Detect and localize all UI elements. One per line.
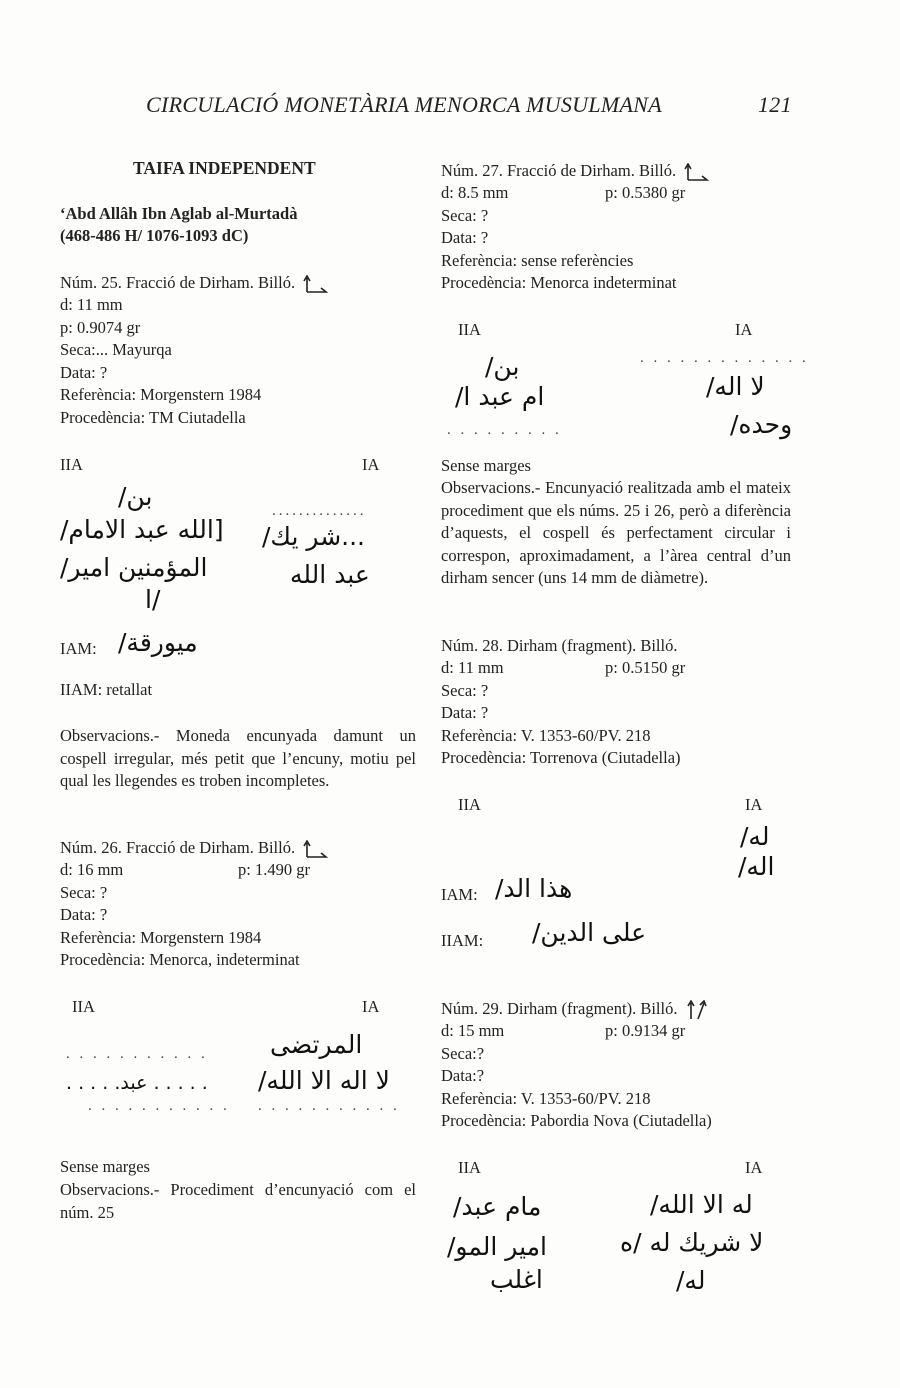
coin-27-reference: Referència: sense referències	[441, 251, 634, 270]
coin-26-observations: Observacions.- Procediment d’encunyació com el núm. 25	[60, 1180, 416, 1222]
coin-28-title: Núm. 28. Dirham (fragment). Billó.	[441, 636, 678, 655]
coin-26-ia-label: IA	[362, 997, 380, 1016]
coin-28-iam-label: IAM:	[441, 885, 478, 904]
section-title: TAIFA INDEPENDENT	[133, 158, 316, 178]
coin-26-ia-line1: المرتضى	[270, 1030, 363, 1059]
coin-29-iia-line2: امير المو/	[447, 1232, 547, 1261]
orientation-arrow-icon	[684, 163, 710, 181]
coin-27-ia-label: IA	[735, 320, 753, 339]
coin-29-ia-line3: له/	[676, 1266, 706, 1295]
page-number: 121	[758, 92, 792, 117]
ruler-name: ‘Abd Allâh Ibn Aglab al-Murtadà	[60, 204, 298, 223]
coin-29-ia-label: IA	[745, 1158, 763, 1177]
coin-26-provenance: Procedència: Menorca, indeterminat	[60, 950, 300, 969]
coin-29-reference: Referència: V. 1353-60/PV. 218	[441, 1089, 651, 1108]
coin-29-weight: p: 0.9134 gr	[605, 1021, 686, 1040]
coin-25-iam-text: ميورقة/	[118, 628, 198, 657]
coin-28-ia-label: IA	[745, 795, 763, 814]
coin-27-date: Data: ?	[441, 228, 489, 247]
coin-25-iia-label: IIA	[60, 455, 83, 474]
coin-27-weight: p: 0.5380 gr	[605, 183, 686, 202]
coin-25-iiam: IIAM: retallat	[60, 680, 153, 699]
coin-29-ia-line2: لا شريك له /ه	[620, 1228, 764, 1257]
coin-27-iia-line1: بن/	[485, 352, 520, 381]
coin-26-iia-line2: . . . . . عبد. . . . .	[66, 1072, 208, 1094]
coin-25-provenance: Procedència: TM Ciutadella	[60, 408, 246, 427]
coin-25-ia-line1: ..............	[272, 503, 367, 519]
coin-29-title-text: Núm. 29. Dirham (fragment). Billó.	[441, 999, 678, 1018]
coin-25-iia-line3: المؤمنين امير/	[60, 553, 208, 582]
coin-27-ia-line2: لا اله/	[706, 372, 765, 401]
coin-29-diameter: d: 15 mm	[441, 1021, 505, 1040]
coin-26-title	[60, 837, 329, 860]
coin-28-iia-label: IIA	[458, 795, 481, 814]
coin-29-mint: Seca:?	[441, 1044, 485, 1063]
coin-28-provenance: Procedència: Torrenova (Ciutadella)	[441, 748, 681, 767]
coin-26-diameter: d: 16 mm	[60, 860, 124, 879]
coin-25-ia-line3: عبد الله	[290, 560, 370, 589]
ruler-dates: (468-486 H/ 1076-1093 dC)	[60, 226, 249, 245]
coin-26-iia-label: IIA	[72, 997, 95, 1016]
coin-28-iam-text: هذا الد/	[495, 874, 573, 903]
coin-25-mint: Seca:... Mayurqa	[60, 340, 172, 359]
coin-28-date: Data: ?	[441, 703, 489, 722]
coin-25-title	[60, 272, 329, 295]
coin-27-observations: Observacions.- Encunyació realitzada amb el mateix procediment que els núms. 25 i 26, però a diferència d’aquests, el cospell és perfectament circular i correspon, aproximadament, a l’àrea central d’un dirham sencer (uns 14 mm de diàmetre).	[441, 478, 791, 588]
coin-27-diameter: d: 8.5 mm	[441, 183, 509, 202]
coin-25-ia-line2: ...شر يك/	[262, 522, 365, 551]
coin-26-reference: Referència: Morgenstern 1984	[60, 928, 262, 947]
coin-25-iia-line4: /ا	[145, 585, 161, 614]
coin-27-ia-line1: . . . . . . . . . . . . .	[640, 350, 809, 366]
coin-27-iia-line3: . . . . . . . . .	[447, 422, 562, 438]
coin-26-ia-line3: . . . . . . . . . . .	[258, 1098, 400, 1114]
coin-26-ia-line2: لا اله الا الله/	[258, 1066, 390, 1095]
coin-25-reference: Referència: Morgenstern 1984	[60, 385, 262, 404]
coin-27-ia-line3: وحده/	[730, 410, 793, 439]
coin-25-diameter: d: 11 mm	[60, 295, 123, 314]
coin-25-ia-label: IA	[362, 455, 380, 474]
coin-29-provenance: Procedència: Pabordia Nova (Ciutadella)	[441, 1111, 712, 1130]
coin-25-date: Data: ?	[60, 363, 108, 382]
coin-27-title-text: Núm. 27. Fracció de Dirham. Billó.	[441, 161, 677, 180]
coin-26-title-text: Núm. 26. Fracció de Dirham. Billó.	[60, 838, 296, 857]
coin-25-iia-line1: بن/	[118, 482, 153, 511]
coin-25-weight: p: 0.9074 gr	[60, 318, 141, 337]
coin-27-iia-line2: ام عبد ا/	[455, 382, 545, 411]
coin-27-notes: Sense marges	[441, 456, 531, 475]
coin-29-iia-line1: مام عبد/	[453, 1192, 542, 1221]
coin-28-ia-line2: اله/	[738, 852, 775, 881]
coin-26-iia-line3: . . . . . . . . . . .	[88, 1098, 230, 1114]
coin-29-date: Data:?	[441, 1066, 485, 1085]
coin-29-iia-label: IIA	[458, 1158, 481, 1177]
coin-27-iia-label: IIA	[458, 320, 481, 339]
coin-28-reference: Referència: V. 1353-60/PV. 218	[441, 726, 651, 745]
orientation-arrow-icon	[303, 275, 329, 293]
coin-26-notes: Sense marges	[60, 1157, 150, 1176]
coin-27-mint: Seca: ?	[441, 206, 489, 225]
coin-28-iiam-text: على الدين/	[532, 918, 647, 947]
orientation-arrow-icon	[303, 840, 329, 858]
coin-25-title-text: Núm. 25. Fracció de Dirham. Billó.	[60, 273, 296, 292]
coin-25-observations: Observacions.- Moneda encunyada damunt un cospell irregular, més petit que l’encuny, motiu pel qual les llegendes es troben incompletes.	[60, 726, 416, 791]
coin-29-title	[441, 998, 708, 1021]
coin-25-iia-line2: [الله عبد الامام/	[60, 515, 224, 544]
coin-26-iia-line1: . . . . . . . . . . .	[66, 1046, 208, 1062]
coin-28-weight: p: 0.5150 gr	[605, 658, 686, 677]
coin-28-iiam-label: IIAM:	[441, 931, 484, 950]
coin-27-title	[441, 160, 710, 183]
double-arrow-icon	[686, 1000, 708, 1020]
coin-28-diameter: d: 11 mm	[441, 658, 504, 677]
coin-29-ia-line1: له الا الله/	[650, 1190, 753, 1219]
coin-26-mint: Seca: ?	[60, 883, 108, 902]
coin-28-mint: Seca: ?	[441, 681, 489, 700]
coin-26-date: Data: ?	[60, 905, 108, 924]
running-title: CIRCULACIÓ MONETÀRIA MENORCA MUSULMANA	[146, 92, 662, 117]
coin-26-weight: p: 1.490 gr	[238, 860, 310, 879]
coin-29-iia-line3: اغلب	[490, 1265, 543, 1294]
coin-27-provenance: Procedència: Menorca indeterminat	[441, 273, 677, 292]
coin-25-iam-label: IAM:	[60, 639, 97, 658]
coin-28-ia-line1: له/	[740, 822, 770, 851]
